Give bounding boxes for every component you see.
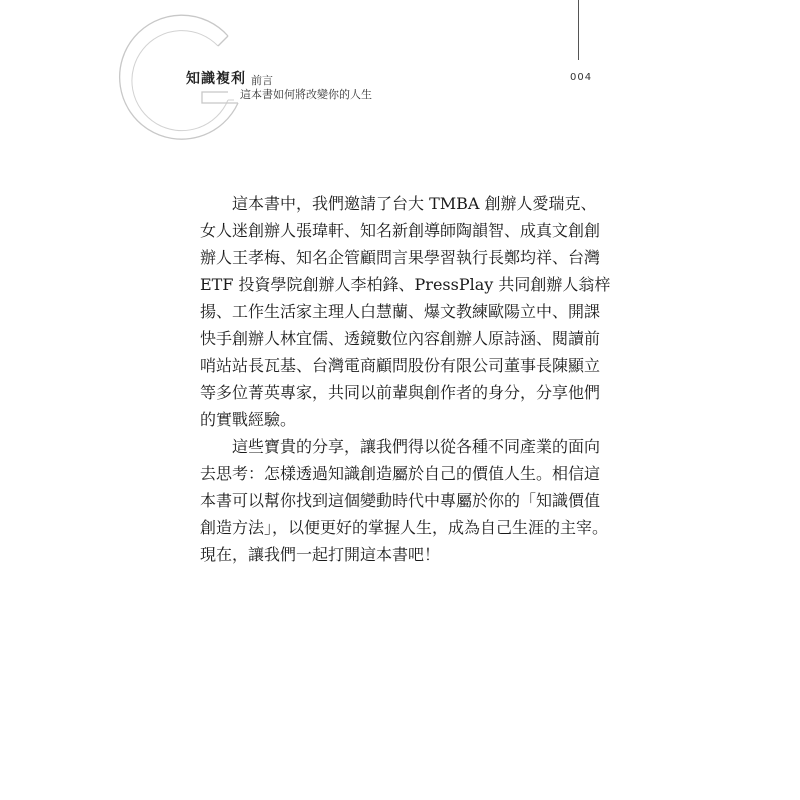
paragraph-2 (200, 433, 609, 568)
paragraph-1 (200, 190, 611, 433)
text-line: 的實戰經驗。 (200, 410, 297, 429)
text-line: 哨站站長瓦基、台灣電商顧問股份有限公司董事長陳顯立 (200, 356, 601, 375)
text-line: 等多位菁英專家，共同以前輩與創作者的身分，分享他們 (200, 383, 601, 402)
text-line: 辦人王孝梅、知名企管顧問言果學習執行長鄭均祥、台灣 (200, 248, 601, 267)
section-label: 前言 (251, 74, 273, 87)
header-divider (578, 0, 579, 60)
text-line: 女人迷創辦人張瑋軒、知名新創導師陶韻智、成真文創創 (200, 221, 601, 240)
text-line: 揚、工作生活家主理人白慧蘭、爆文教練歐陽立中、開課 (200, 302, 601, 321)
text-line: 本書可以幫你找到這個變動時代中專屬於你的「知識價值 (200, 491, 601, 510)
text-line: 快手創辦人林宜儒、透鏡數位內容創辦人原詩涵、閱讀前 (200, 329, 601, 348)
text-line: 去思考：怎樣透過知識創造屬於自己的價值人生。相信這 (200, 464, 601, 483)
text-line: 現在，讓我們一起打開這本書吧！ (200, 545, 441, 564)
body-text (200, 190, 611, 568)
chapter-subtitle: 這本書如何將改變你的人生 (240, 88, 372, 101)
page-number: 004 (570, 72, 593, 83)
book-title: 知識複利 (186, 71, 246, 87)
text-line: 這本書中，我們邀請了台大 TMBA 創辦人愛瑞克、 (232, 194, 597, 213)
text-line: ETF 投資學院創辦人李柏鋒、PressPlay 共同創辦人翁梓 (200, 275, 611, 294)
text-line: 這些寶貴的分享，讓我們得以從各種不同產業的面向 (232, 437, 601, 456)
text-line: 創造方法」，以便更好的掌握人生，成為自己生涯的主宰。 (200, 518, 609, 537)
